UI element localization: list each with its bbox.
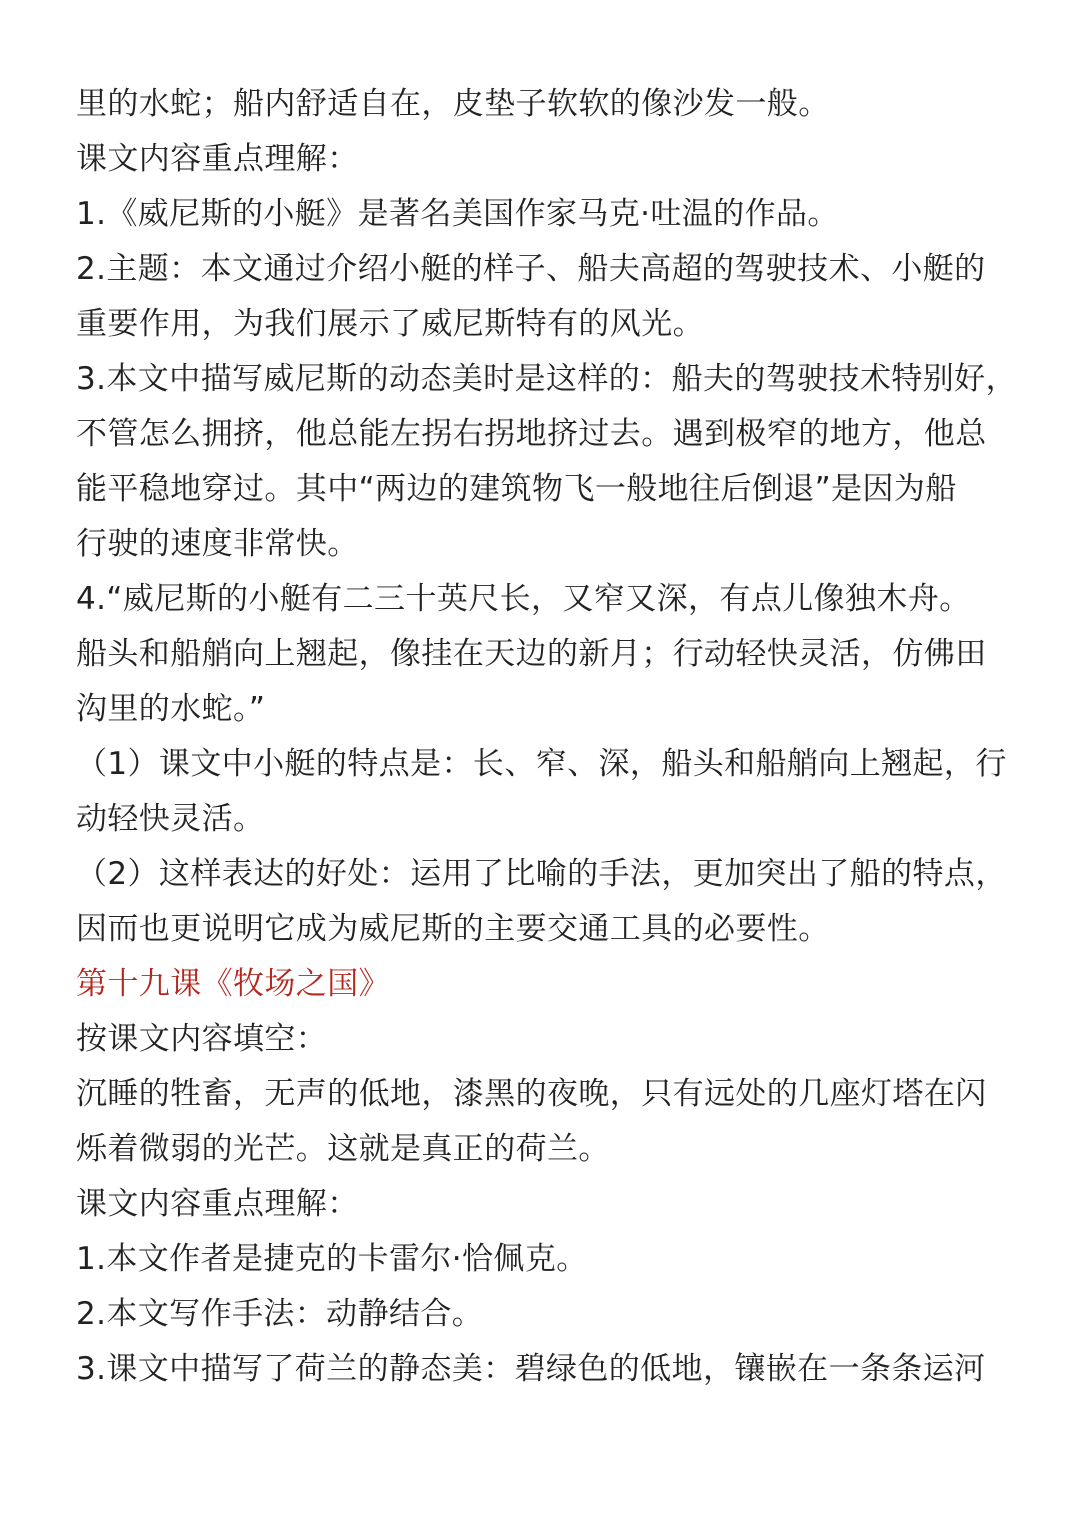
section-label: 课文内容重点理解： (76, 141, 359, 177)
text-line: 里的水蛇；船内舒适自在，皮垫子软软的像沙发一般。 (76, 86, 830, 122)
text-line: 3.课文中描写了荷兰的静态美：碧绿色的低地，镶嵌在一条条运河 (76, 1351, 986, 1387)
text-line: 3.本文中描写威尼斯的动态美时是这样的：船夫的驾驶技术特别好， (76, 361, 1017, 397)
text-line: 1.《威尼斯的小艇》是著名美国作家马克·吐温的作品。 (76, 196, 839, 232)
section-label: 按课文内容填空： (76, 1021, 328, 1057)
text-line: 重要作用，为我们展示了威尼斯特有的风光。 (76, 306, 704, 342)
text-line: 不管怎么拥挤，他总能左拐右拐地挤过去。遇到极窄的地方，他总 (76, 416, 987, 452)
text-line: 动轻快灵活。 (76, 801, 265, 837)
text-line: 2.本文写作手法：动静结合。 (76, 1296, 484, 1332)
section-label: 课文内容重点理解： (76, 1186, 359, 1222)
text-line: 沉睡的牲畜，无声的低地，漆黑的夜晚，只有远处的几座灯塔在闪 (76, 1076, 987, 1112)
text-line: 2.主题：本文通过介绍小艇的样子、船夫高超的驾驶技术、小艇的 (76, 251, 986, 287)
text-line: 能平稳地穿过。其中“两边的建筑物飞一般地往后倒退”是因为船 (76, 471, 957, 507)
text-line: （2）这样表达的好处：运用了比喻的手法，更加突出了船的特点， (76, 856, 1007, 892)
text-line: 烁着微弱的光芒。这就是真正的荷兰。 (76, 1131, 610, 1167)
lesson-heading: 第十九课《牧场之国》 (76, 966, 390, 1002)
text-line: 因而也更说明它成为威尼斯的主要交通工具的必要性。 (76, 911, 830, 947)
text-line: 行驶的速度非常快。 (76, 526, 359, 562)
text-line: （1）课文中小艇的特点是：长、窄、深，船头和船艄向上翘起，行 (76, 746, 1007, 782)
text-line: 4.“威尼斯的小艇有二三十英尺长，又窄又深，有点儿像独木舟。 (76, 581, 971, 617)
text-line: 船头和船艄向上翘起，像挂在天边的新月；行动轻快灵活，仿佛田 (76, 636, 987, 672)
text-line: 1.本文作者是捷克的卡雷尔·恰佩克。 (76, 1241, 588, 1277)
text-line: 沟里的水蛇。” (76, 691, 266, 727)
